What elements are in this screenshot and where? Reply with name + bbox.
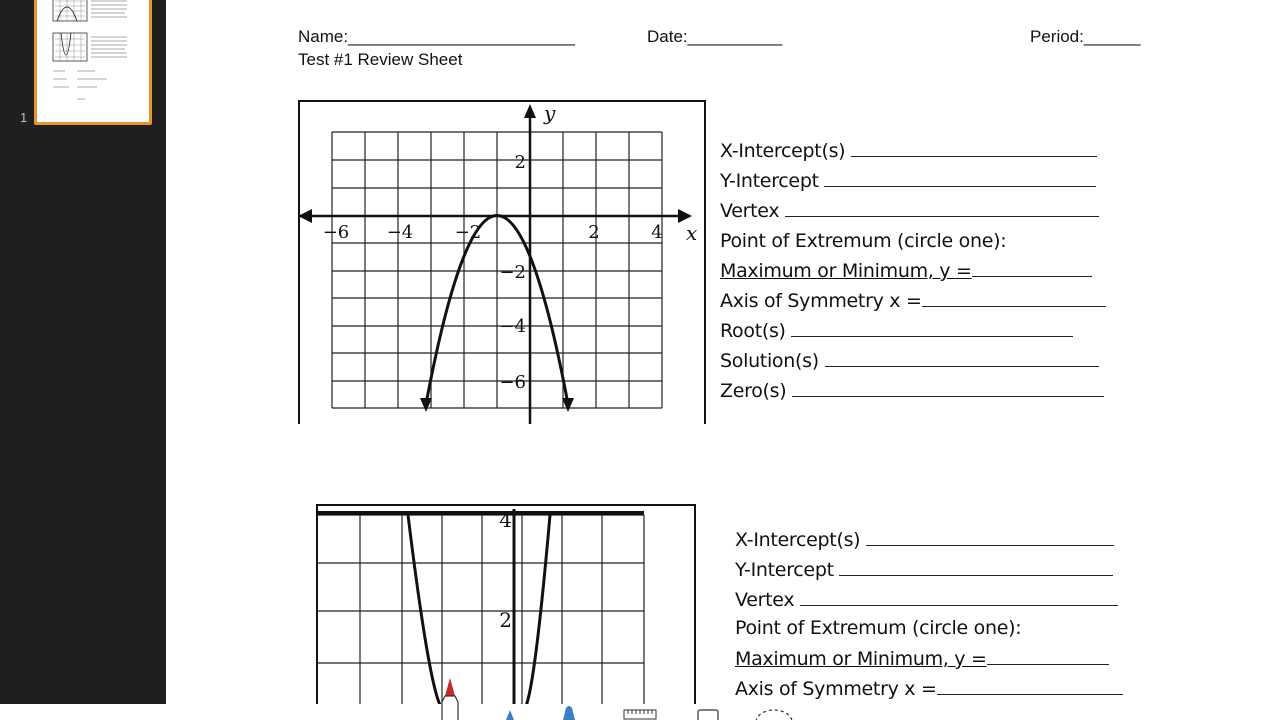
y-tick-label: −2 xyxy=(499,262,526,283)
x-tick-label: 2 xyxy=(588,222,600,243)
x-tick-label: −4 xyxy=(386,222,414,243)
y-tick-label: 2 xyxy=(499,608,512,632)
page-title: Test #1 Review Sheet xyxy=(298,50,463,69)
x-tick-label: −2 xyxy=(454,222,482,243)
question-axis-of-symmetry: Axis of Symmetry x = xyxy=(720,290,1106,312)
eraser-tool[interactable] xyxy=(696,708,720,720)
question-vertex: Vertex xyxy=(720,200,1099,222)
question-point-of-extremum: Point of Extremum (circle one): xyxy=(720,230,1007,252)
y-tick-label: −6 xyxy=(499,372,526,393)
y-tick-label: 4 xyxy=(499,508,512,532)
slide-number: 1 xyxy=(20,110,28,125)
question-vertex: Vertex xyxy=(735,589,1118,611)
name-field-label: Name:________________________ xyxy=(298,27,575,46)
parabola-graph-2 xyxy=(314,503,698,704)
question-zeros: Zero(s) xyxy=(720,380,1104,402)
question-point-of-extremum: Point of Extremum (circle one): xyxy=(735,617,1022,639)
question-x-intercepts: X-Intercept(s) xyxy=(720,140,1097,162)
date-field-label: Date:__________ xyxy=(647,27,783,46)
pen-red-tool[interactable] xyxy=(436,676,464,720)
question-roots: Root(s) xyxy=(720,320,1073,342)
pen-blue-tool[interactable] xyxy=(500,706,520,720)
question-y-intercept: Y-Intercept xyxy=(720,170,1096,192)
question-solutions: Solution(s) xyxy=(720,350,1099,372)
period-field-label: Period:______ xyxy=(1030,27,1141,46)
x-tick-label: 4 xyxy=(651,222,663,243)
question-max-min: Maximum or Minimum, y = xyxy=(720,260,1092,282)
highlighter-tool[interactable] xyxy=(558,704,580,720)
question-y-intercept: Y-Intercept xyxy=(735,559,1113,581)
parabola-graph-1 xyxy=(296,98,708,424)
slide-thumbnail-preview xyxy=(37,0,149,122)
question-max-min: Maximum or Minimum, y = xyxy=(735,648,1109,670)
question-x-intercepts: X-Intercept(s) xyxy=(735,529,1114,551)
x-tick-label: −6 xyxy=(322,222,350,243)
slide-thumbnail[interactable] xyxy=(34,0,152,125)
y-axis-label: y xyxy=(544,101,556,125)
ruler-tool[interactable] xyxy=(622,708,658,720)
lasso-tool[interactable] xyxy=(752,706,796,720)
document-page xyxy=(166,0,1280,704)
y-tick-label: −4 xyxy=(499,316,526,337)
question-axis-of-symmetry: Axis of Symmetry x = xyxy=(735,678,1123,700)
y-tick-label: 2 xyxy=(514,152,526,173)
x-axis-label: x xyxy=(686,221,698,245)
slide-thumbnail-panel xyxy=(0,0,166,720)
